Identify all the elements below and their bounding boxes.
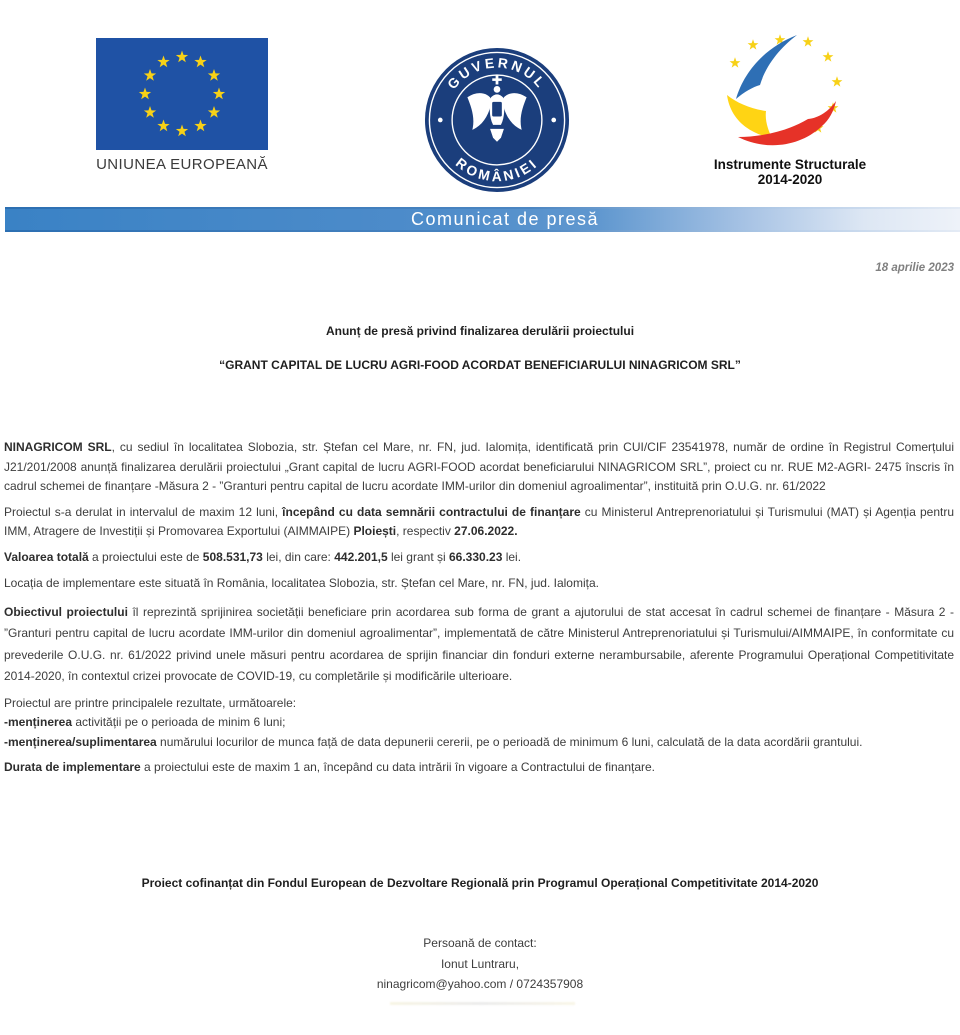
- structural-instruments-logo: [700, 25, 880, 187]
- contact-details: ninagricom@yahoo.com / 0724357908: [376, 977, 584, 991]
- paragraph-location: Locația de implementare este situată în România, localitatea Slobozia, str. Ștefan cel Mare, nr. FN, jud. Ialomița.: [4, 576, 599, 590]
- contact-name: Ionut Luntraru,: [440, 956, 520, 971]
- press-title-line1: Anunț de presă privind finalizarea derulării proiectului: [325, 324, 635, 338]
- structural-instruments-emblem-icon: [700, 25, 880, 155]
- press-release-banner: [5, 207, 960, 232]
- contact-heading: Persoană de contact:: [423, 936, 537, 950]
- press-title-line2: “GRANT CAPITAL DE LUCRU AGRI-FOOD ACORDAT BENEFICIARULUI NINAGRICOM SRL”: [219, 358, 741, 372]
- eu-flag-label: UNIUNEA EUROPEANĂ: [96, 156, 268, 173]
- paragraph-implementation-duration: Durata de implementare a proiectului este de maxim 1 an, începând cu data intrării în vigoare a Contractului de finanțare.: [4, 760, 656, 774]
- banner-title: Comunicat de presă: [410, 209, 600, 229]
- cofinance-line: Proiect cofinanțat din Fondul European de Dezvoltare Regională prin Programul Operațional Competitivitate 2014-2020: [141, 876, 819, 890]
- cutoff-text-artifact: [390, 1002, 575, 1005]
- gov-romania-seal-icon: [423, 46, 571, 194]
- structural-instruments-years: 2014-2020: [757, 172, 823, 187]
- paragraph-total-value: Valoarea totală a proiectului este de 508.531,73 lei, din care: 442.201,5 lei grant și 66.330.23 lei.: [4, 549, 522, 564]
- paragraph-results-intro: Proiectul are printre principalele rezultate, următoarele:: [4, 695, 297, 710]
- contact-block: [0, 933, 960, 995]
- gov-seal-top-text: GUVERNUL: [443, 54, 551, 93]
- paragraph-project-duration: Proiectul s-a derulat in intervalul de maxim 12 luni, începând cu data semnării contractului de finanțare cu Ministerul Antreprenoriatului și Turismului (MAT) și Agenția pentru IMM, Atragere de Investiții și Promovarea Exportului (AIMMAIPE) Ploiești, respectiv 27.06.2022.: [4, 504, 954, 538]
- press-title-block: [0, 324, 960, 372]
- structural-instruments-label: Instrumente Structurale: [713, 157, 867, 172]
- paragraph-result-item-1: -menținerea activității pe o perioada de minim 6 luni;: [4, 715, 286, 729]
- paragraph-result-item-2: -menținerea/suplimentarea numărului locurilor de munca față de data depunerii cererii, pe o perioadă de minimum 6 luni, calculată de la data acordării grantului.: [4, 734, 863, 749]
- eu-flag-icon: [96, 38, 268, 150]
- gov-seal-bottom-text: ROMÂNIEI: [452, 154, 542, 185]
- date-line: 18 aprilie 2023: [875, 262, 954, 274]
- body-text: [4, 438, 954, 778]
- paragraph-objective: Obiectivul proiectului îl reprezintă sprijinirea societății beneficiare prin acordarea sub forma de grant a ajutorului de stat accesat în cadrul schemei de finanțare - Măsura 2 - ”Granturi pentru capital de lucru acordate IMM-urilor din domeniul agroalimentar”, implementată de către Ministerul Antreprenoriatului și Turismului/AIMMAIPE, în conformitate cu prevederile O.U.G. nr. 61/2022 privind unele măsuri pentru acordarea de sprijin financiar din fonduri externe nerambursabile, aferente Programului Operațional Competitivitate 2014-2020, în contextul crizei provocate de COVID-19, cu completările și modificările ulterioare.: [4, 604, 954, 683]
- paragraph-beneficiary: NINAGRICOM SRL, cu sediul în localitatea Slobozia, str. Ștefan cel Mare, nr. FN, jud. Ialomița, identificată prin CUI/CIF 23541978, număr de ordine în Registrul Comerțului J21/201/2008 anunță finalizarea derulării proiectului „Grant capital de lucru AGRI-FOOD acordat beneficiarului NINAGRICOM SRL”, proiect cu nr. RUE M2-AGRI- 2475 înscris în cadrul schemei de finanțare -Măsura 2 - ”Granturi pentru capital de lucru acordate IMM-urilor din domeniul agroalimentar”, instituită prin O.U.G. nr. 61/2022: [4, 440, 955, 493]
